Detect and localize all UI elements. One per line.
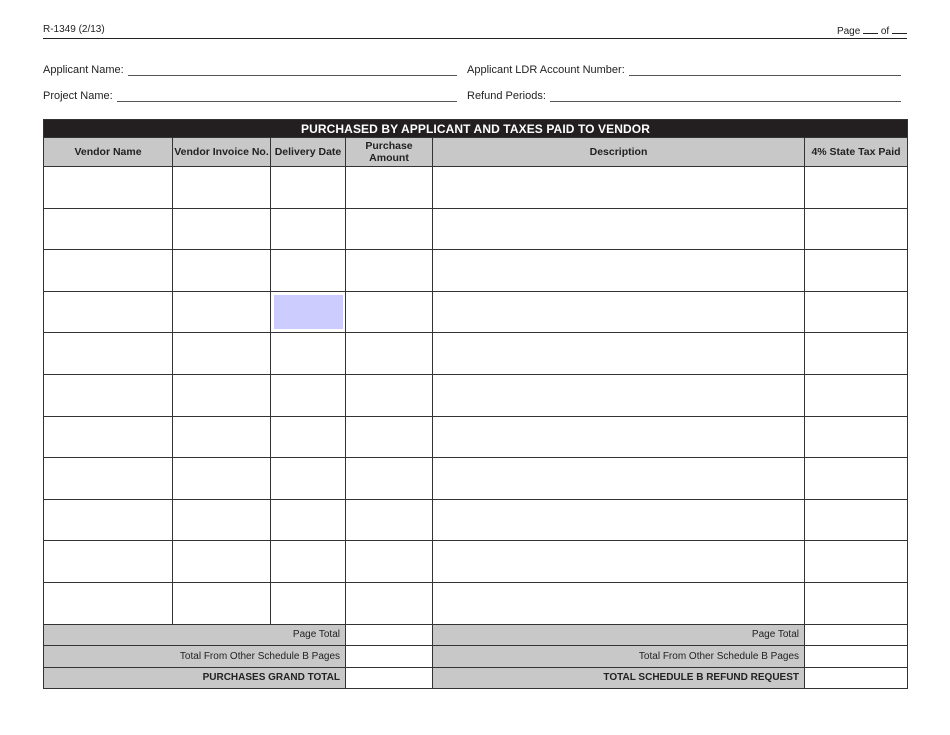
cell-delivery-date[interactable]	[271, 208, 346, 250]
cell-vendor-invoice-no[interactable]	[173, 250, 271, 292]
cell-description[interactable]	[433, 250, 805, 292]
other-pages-tax-field[interactable]	[805, 646, 908, 668]
cell-state-tax-paid[interactable]	[805, 208, 908, 250]
project-name-label: Project Name:	[43, 90, 113, 102]
cell-delivery-date[interactable]	[271, 291, 346, 333]
project-name-row	[43, 88, 457, 102]
cell-description[interactable]	[433, 582, 805, 624]
cell-purchase-amount[interactable]	[346, 208, 433, 250]
cell-description[interactable]	[433, 167, 805, 209]
cell-delivery-date[interactable]	[271, 416, 346, 458]
cell-delivery-date[interactable]	[271, 250, 346, 292]
cell-purchase-amount[interactable]	[346, 499, 433, 541]
cell-purchase-amount[interactable]	[346, 458, 433, 500]
cell-description[interactable]	[433, 499, 805, 541]
other-pages-purchase-field[interactable]	[346, 646, 433, 668]
col-purchase-amount: Purchase Amount	[346, 138, 433, 167]
col-vendor-name: Vendor Name	[44, 138, 173, 167]
grand-total-row	[44, 667, 908, 689]
refund-periods-label: Refund Periods:	[467, 90, 546, 102]
cell-delivery-date[interactable]	[271, 374, 346, 416]
ldr-account-number-label: Applicant LDR Account Number:	[467, 64, 625, 76]
cell-vendor-name[interactable]	[44, 167, 173, 209]
page-count-field[interactable]	[892, 24, 907, 34]
cell-delivery-date[interactable]	[271, 499, 346, 541]
applicant-name-label: Applicant Name:	[43, 64, 124, 76]
column-header-row	[44, 138, 908, 167]
page-total-tax-field[interactable]	[805, 624, 908, 646]
cell-purchase-amount[interactable]	[346, 291, 433, 333]
cell-purchase-amount[interactable]	[346, 167, 433, 209]
purchases-grand-total-label: PURCHASES GRAND TOTAL	[44, 667, 346, 689]
cell-state-tax-paid[interactable]	[805, 582, 908, 624]
cell-description[interactable]	[433, 374, 805, 416]
cell-description[interactable]	[433, 416, 805, 458]
cell-vendor-name[interactable]	[44, 250, 173, 292]
cell-vendor-name[interactable]	[44, 208, 173, 250]
of-label: of	[880, 26, 890, 37]
cell-vendor-name[interactable]	[44, 582, 173, 624]
col-description: Description	[433, 138, 805, 167]
page-of-indicator	[837, 24, 907, 37]
table-row	[44, 499, 908, 541]
cell-vendor-name[interactable]	[44, 499, 173, 541]
cell-vendor-invoice-no[interactable]	[173, 499, 271, 541]
cell-state-tax-paid[interactable]	[805, 333, 908, 375]
table-row	[44, 250, 908, 292]
page-label: Page	[836, 26, 861, 37]
refund-periods-row	[467, 88, 901, 102]
table-row	[44, 167, 908, 209]
cell-vendor-invoice-no[interactable]	[173, 291, 271, 333]
cell-purchase-amount[interactable]	[346, 250, 433, 292]
table-row	[44, 458, 908, 500]
cell-purchase-amount[interactable]	[346, 374, 433, 416]
col-state-tax-paid: 4% State Tax Paid	[805, 138, 908, 167]
cell-state-tax-paid[interactable]	[805, 167, 908, 209]
table-row	[44, 208, 908, 250]
ldr-account-number-field[interactable]	[629, 62, 901, 76]
applicant-name-field[interactable]	[128, 62, 457, 76]
cell-description[interactable]	[433, 458, 805, 500]
focused-field-highlight[interactable]	[274, 295, 343, 330]
cell-vendor-invoice-no[interactable]	[173, 541, 271, 583]
cell-description[interactable]	[433, 333, 805, 375]
cell-purchase-amount[interactable]	[346, 416, 433, 458]
refund-request-total-label: TOTAL SCHEDULE B REFUND REQUEST	[433, 667, 805, 689]
table-banner: PURCHASED BY APPLICANT AND TAXES PAID TO VENDOR	[44, 120, 908, 138]
cell-vendor-name[interactable]	[44, 416, 173, 458]
page-total-label-left: Page Total	[44, 624, 346, 646]
col-vendor-invoice-no: Vendor Invoice No.	[173, 138, 271, 167]
cell-vendor-invoice-no[interactable]	[173, 333, 271, 375]
cell-vendor-invoice-no[interactable]	[173, 416, 271, 458]
cell-delivery-date[interactable]	[271, 582, 346, 624]
table-row	[44, 374, 908, 416]
cell-delivery-date[interactable]	[271, 333, 346, 375]
other-pages-label-left: Total From Other Schedule B Pages	[44, 646, 346, 668]
cell-vendor-invoice-no[interactable]	[173, 458, 271, 500]
other-pages-label-right: Total From Other Schedule B Pages	[433, 646, 805, 668]
purchases-grand-total-field[interactable]	[346, 667, 433, 689]
cell-state-tax-paid[interactable]	[805, 458, 908, 500]
cell-vendor-invoice-no[interactable]	[173, 582, 271, 624]
cell-delivery-date[interactable]	[271, 458, 346, 500]
purchases-table	[43, 119, 908, 689]
cell-vendor-name[interactable]	[44, 374, 173, 416]
applicant-name-row	[43, 62, 457, 76]
form-id: R-1349 (2/13)	[43, 24, 105, 35]
cell-state-tax-paid[interactable]	[805, 416, 908, 458]
cell-vendor-name[interactable]	[44, 458, 173, 500]
cell-vendor-invoice-no[interactable]	[173, 374, 271, 416]
cell-description[interactable]	[433, 541, 805, 583]
cell-state-tax-paid[interactable]	[805, 499, 908, 541]
refund-request-total-field[interactable]	[805, 667, 908, 689]
cell-vendor-name[interactable]	[44, 541, 173, 583]
page-number-field[interactable]	[863, 24, 878, 34]
project-name-field[interactable]	[117, 88, 457, 102]
cell-vendor-name[interactable]	[44, 333, 173, 375]
cell-purchase-amount[interactable]	[346, 541, 433, 583]
table-row	[44, 416, 908, 458]
cell-vendor-invoice-no[interactable]	[173, 167, 271, 209]
table-row	[44, 582, 908, 624]
other-pages-total-row	[44, 646, 908, 668]
col-delivery-date: Delivery Date	[271, 138, 346, 167]
cell-purchase-amount[interactable]	[346, 582, 433, 624]
cell-vendor-invoice-no[interactable]	[173, 208, 271, 250]
ldr-account-number-row	[467, 62, 901, 76]
cell-state-tax-paid[interactable]	[805, 374, 908, 416]
cell-delivery-date[interactable]	[271, 541, 346, 583]
page-total-purchase-field[interactable]	[346, 624, 433, 646]
cell-state-tax-paid[interactable]	[805, 541, 908, 583]
cell-description[interactable]	[433, 291, 805, 333]
cell-description[interactable]	[433, 208, 805, 250]
table-row	[44, 333, 908, 375]
cell-purchase-amount[interactable]	[346, 333, 433, 375]
cell-state-tax-paid[interactable]	[805, 291, 908, 333]
cell-vendor-name[interactable]	[44, 291, 173, 333]
page-total-row	[44, 624, 908, 646]
table-row	[44, 291, 908, 333]
top-rule	[43, 38, 907, 39]
refund-periods-field[interactable]	[550, 88, 901, 102]
cell-delivery-date[interactable]	[271, 167, 346, 209]
table-row	[44, 541, 908, 583]
cell-state-tax-paid[interactable]	[805, 250, 908, 292]
page-total-label-right: Page Total	[433, 624, 805, 646]
